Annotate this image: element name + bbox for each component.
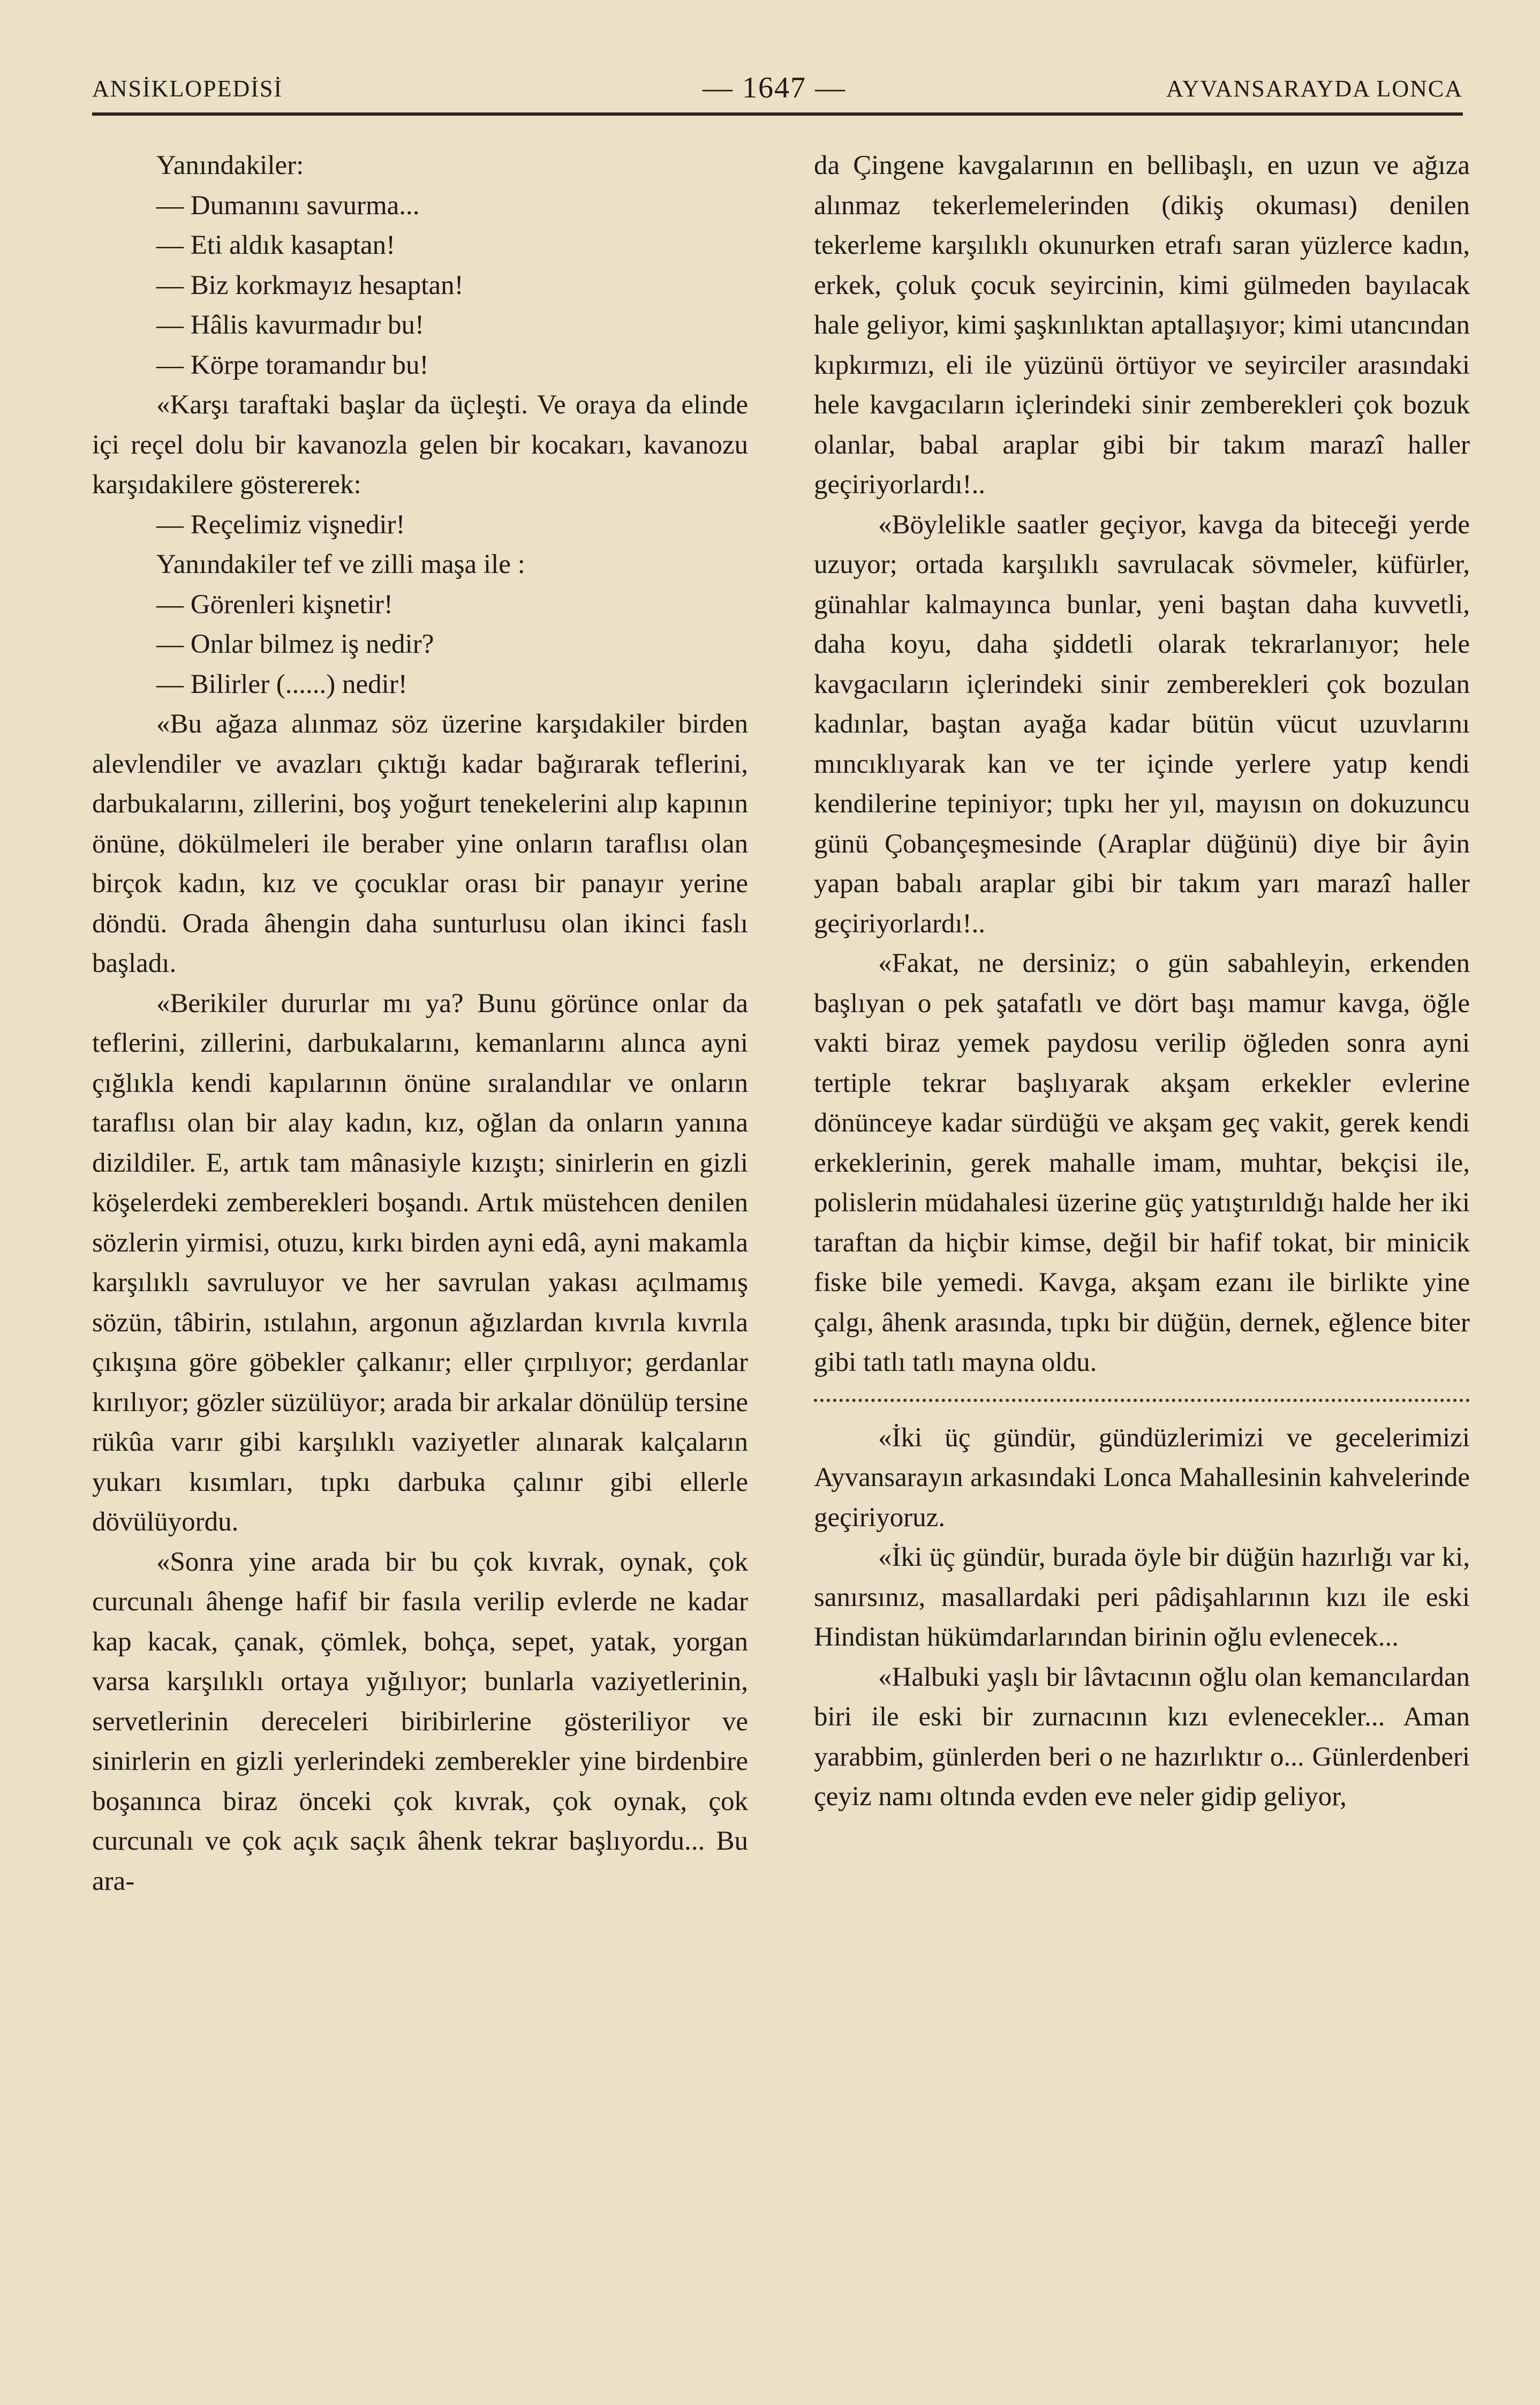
dotted-separator <box>814 1394 1470 1402</box>
header-rule <box>92 112 1463 116</box>
paragraph: «İki üç gündür, gündüzlerimizi ve gecelerimizi Ayvansarayın arkasındaki Lonca Mahallesinin kahvelerinde geçiriyoruz. <box>814 1422 1470 1533</box>
paragraph: Yanındakiler: <box>156 150 304 180</box>
dialogue-line: — Eti aldık kasaptan! <box>156 230 396 260</box>
page-number: — 1647 — <box>703 71 846 104</box>
dialogue-line: — Hâlis kavurmadır bu! <box>156 310 424 340</box>
paragraph: «Karşı taraftaki başlar da üçleşti. Ve oraya da elinde içi reçel dolu bir kavanozla gelen bir kocakarı, kavanozu karşıdakilere göstererek: <box>92 390 748 500</box>
dialogue-line: — Görenleri kişnetir! <box>156 589 393 620</box>
paragraph: «İki üç gündür, burada öyle bir düğün hazırlığı var ki, sanırsınız, masallardaki peri pâdişahlarının kızı ile eski Hindistan hükümdarlarından birinin oğlu evlenecek... <box>814 1542 1470 1652</box>
left-column <box>92 146 748 1901</box>
dialogue-line: — Körpe toramandır bu! <box>156 350 429 380</box>
paragraph: «Berikiler dururlar mı ya? Bunu görünce onlar da teflerini, zillerini, darbukalarını, kemanlarını alınca ayni çığlıkla kendi kapılarının önüne sıralandılar ve onların taraflısı olan bir alay kadın, kız, oğlan da onların yanına dizildiler. E, artık tam mânasiyle kızıştı; sinirlerin en gizli köşelerdeki zemberekleri boşandı. Artık müstehcen denilen sözlerin yirmisi, otuzu, kırkı birden ayni edâ, ayni makamla karşılıklı savruluyor ve her savrulan yakası açılmamış sözün, tâbirin, ıstılahın, argonun ağızlardan kıvrıla kıvrıla çıkışına göre göbekler çalkanır; eller çırpılıyor; gerdanlar kırılıyor; gözler süzülüyor; arada bir arkalar dönülüp tersine rükûa varır gibi karşılıklı vaziyetler alınarak kalçaların yukarı kısımları, tıpkı darbuka çalınır gibi ellerle dövülüyordu. <box>92 988 748 1537</box>
right-column <box>814 146 1470 1817</box>
paragraph: «Halbuki yaşlı bir lâvtacının oğlu olan kemancılardan biri ile eski bir zurnacının kızı evlenecekler... Aman yarabbim, günlerden beri o ne hazırlıktır o... Günlerdenberi çeyiz namı oltında evden eve neler gidip geliyor, <box>814 1662 1470 1812</box>
header-encyclopedia-title: ANSİKLOPEDİSİ <box>92 76 283 102</box>
dialogue-line: — Reçelimiz vişnedir! <box>156 509 405 540</box>
dialogue-line: — Dumanını savurma... <box>156 190 420 221</box>
page-header <box>92 70 1463 107</box>
paragraph: «Bu ağaza alınmaz söz üzerine karşıdakiler birden alevlendiler ve avazları çıktığı kadar bağırarak teflerini, darbukalarını, zillerini, boş yoğurt tenekelerini alıp kapının önüne, dökülmeleri ile beraber yine onların taraflısı olan birçok kadın, kız ve çocuklar orası bir panayır yerine döndü. Orada âhengin daha sunturlusu olan ikinci faslı başladı. <box>92 709 748 978</box>
paragraph: Yanındakiler tef ve zilli maşa ile : <box>156 549 525 579</box>
paragraph: «Fakat, ne dersiniz; o gün sabahleyin, erkenden başlıyan o pek şatafatlı ve dört başı mamur kavga, öğle vakti biraz yemek paydosu verilip öğleden sonra ayni tertiple tekrar başlıyarak akşam erkekler evlerine dönünceye kadar sürdüğü ve akşam geç vakit, gerek kendi erkeklerinin, gerek mahalle imam, muhtar, bekçisi ile, polislerin müdahalesi üzerine güç yatıştırıldığı halde her iki taraftan da hiçbir kimse, değil bir hafif tokat, bir minicik fiske bile yemedi. Kavga, akşam ezanı ile birlikte yine çalgı, âhenk arasında, tıpkı bir düğün, dernek, eğlence biter gibi tatlı tatlı mayna oldu. <box>814 948 1470 1377</box>
paragraph: «Böylelikle saatler geçiyor, kavga da biteceği yerde uzuyor; ortada karşılıklı savrulacak sövmeler, küfürler, günahlar kalmayınca bunlar, yeni baştan daha kuvvetli, daha koyu, daha şiddetli olarak tekrarlanıyor; hele kavgacıların içlerindeki sinir zemberekleri çok bozulan kadınlar, baştan ayağa kadar bütün vücut uzuvlarını mıncıklıyarak kan ve ter içinde yerlere yatıp kendi kendilerine tepiniyor; tıpkı her yıl, mayısın on dokuzuncu günü Çobançeşmesinde (Araplar düğünü) diye bir âyin yapan babalı araplar gibi bir takım yarı marazî haller geçiriyorlardı!.. <box>814 509 1470 939</box>
header-article-title: AYVANSARAYDA LONCA <box>1166 76 1463 102</box>
dialogue-line: — Bilirler (......) nedir! <box>156 669 407 699</box>
paragraph: «Sonra yine arada bir bu çok kıvrak, oynak, çok curcunalı âhenge hafif bir fasıla verilip evlerde ne kadar kap kacak, çanak, çömlek, bohça, sepet, yatak, yorgan varsa karşılıklı ortaya yığılıyor; bunlarla vaziyetlerinin, servetlerinin dereceleri biribirlerine gösteriliyor ve sinirlerin en gizli yerlerindeki zemberekler yine birdenbire boşanınca biraz önceki çok kıvrak, çok oynak, çok curcunalı ve çok açık saçık âhenk tekrar başlıyordu... Bu ara- <box>92 1547 748 1896</box>
paragraph: da Çingene kavgalarının en bellibaşlı, en uzun ve ağıza alınmaz tekerlemelerinden (dikiş okuması) denilen tekerleme karşılıklı okunurken etrafı saran yüzlerce kadın, erkek, çoluk çocuk seyircinin, kimi gülmeden bayılacak hale geliyor, kimi şaşkınlıktan aptallaşıyor; kimi utancından kıpkırmızı, eli ile yüzünü örtüyor ve seyirciler arasındaki hele kavgacıların içlerindeki sinir zemberekleri çok bozuk olanlar, babal araplar gibi bir takım marazî haller geçiriyorlardı!.. <box>814 150 1470 500</box>
dialogue-line: — Biz korkmayız hesaptan! <box>156 270 464 300</box>
dialogue-line: — Onlar bilmez iş nedir? <box>156 629 434 659</box>
